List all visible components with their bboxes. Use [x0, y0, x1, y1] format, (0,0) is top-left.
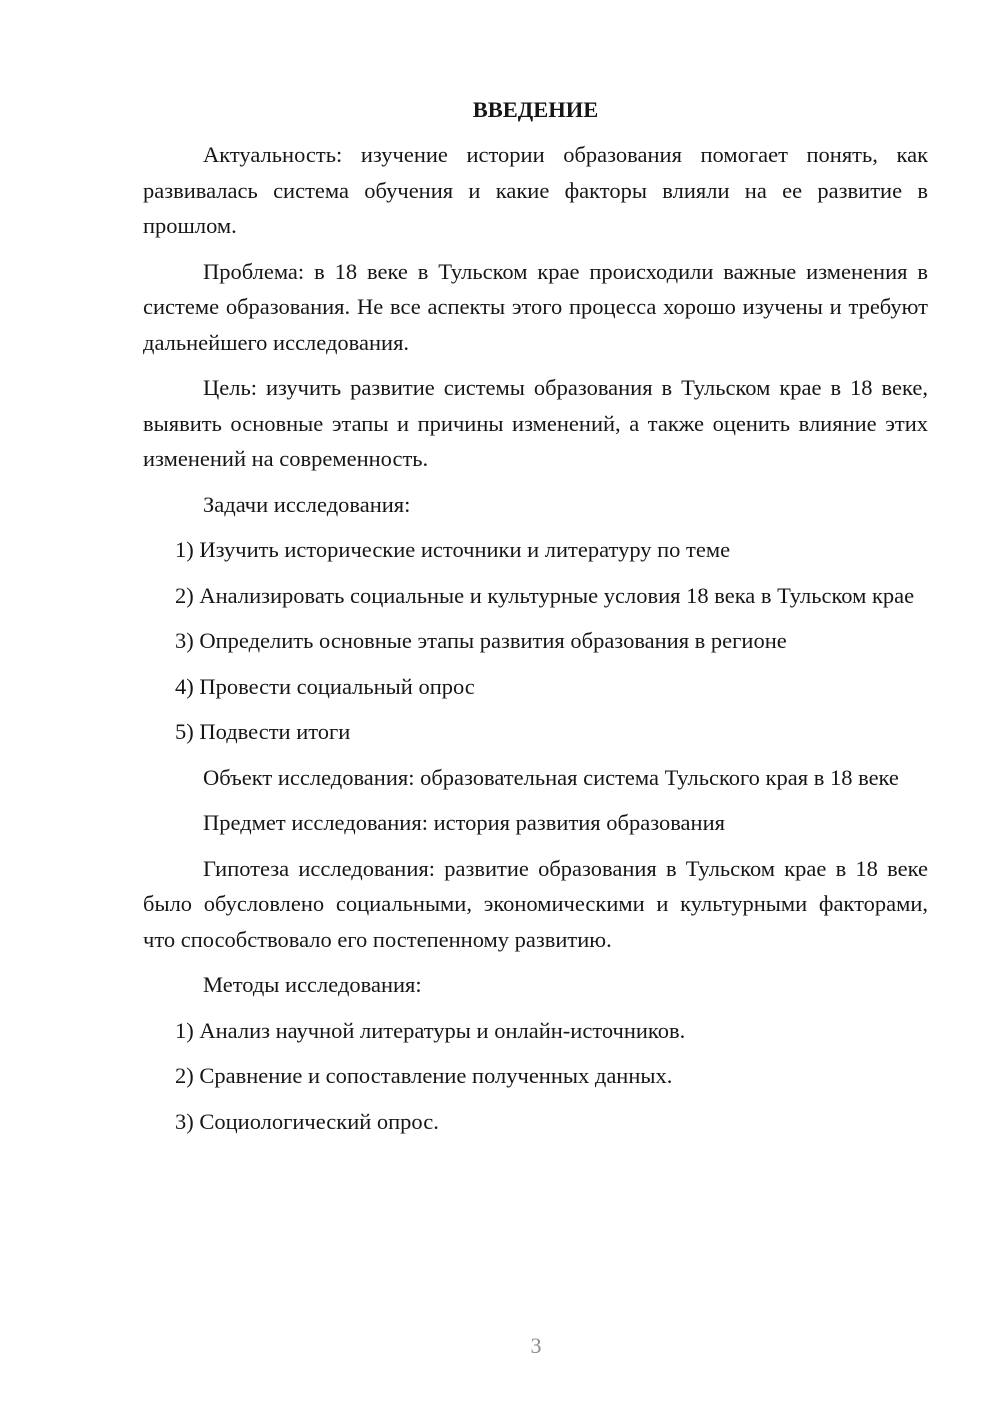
- list-item: 4) Провести социальный опрос: [175, 673, 475, 699]
- page-title: ВВЕДЕНИЕ: [472, 97, 599, 122]
- methods-heading: Методы исследования:: [203, 972, 422, 997]
- list-item: 2) Сравнение и сопоставление полученных данных.: [175, 1063, 673, 1088]
- relevance-paragraph: Актуальность: изучение истории образования помогает понять, как развивалась система обучения и какие факторы влияли на ее развитие в прошлом.: [143, 142, 928, 238]
- list-item: 3) Определить основные этапы развития образования в регионе: [175, 628, 787, 653]
- list-item: 1) Анализ научной литературы и онлайн-источников.: [175, 1017, 686, 1043]
- list-item: 1) Изучить исторические источники и литературу по теме: [175, 537, 731, 562]
- page-number: 3: [530, 1333, 542, 1358]
- list-item: 5) Подвести итоги: [175, 719, 351, 744]
- tasks-heading: Задачи исследования:: [203, 491, 411, 517]
- page-content: [143, 92, 928, 1139]
- goal-paragraph: Цель: изучить развитие системы образования в Тульском крае в 18 веке, выявить основные этапы и причины изменений, а также оценить влияние этих изменений на современность.: [143, 375, 928, 471]
- hypothesis-paragraph: Гипотеза исследования: развитие образования в Тульском крае в 18 веке было обусловлено социальными, экономическими и культурными факторами, что способствовало его постепенному развитию.: [143, 855, 928, 952]
- problem-paragraph: Проблема: в 18 веке в Тульском крае происходили важные изменения в системе образования. Не все аспекты этого процесса хорошо изучены и требуют дальнейшего исследования.: [143, 258, 928, 355]
- object-paragraph: Объект исследования: образовательная система Тульского края в 18 веке: [203, 764, 899, 790]
- list-item: 2) Анализировать социальные и культурные условия 18 века в Тульском крае: [175, 582, 915, 608]
- list-item: 3) Социологический опрос.: [175, 1108, 439, 1134]
- subject-paragraph: Предмет исследования: история развития образования: [203, 810, 725, 835]
